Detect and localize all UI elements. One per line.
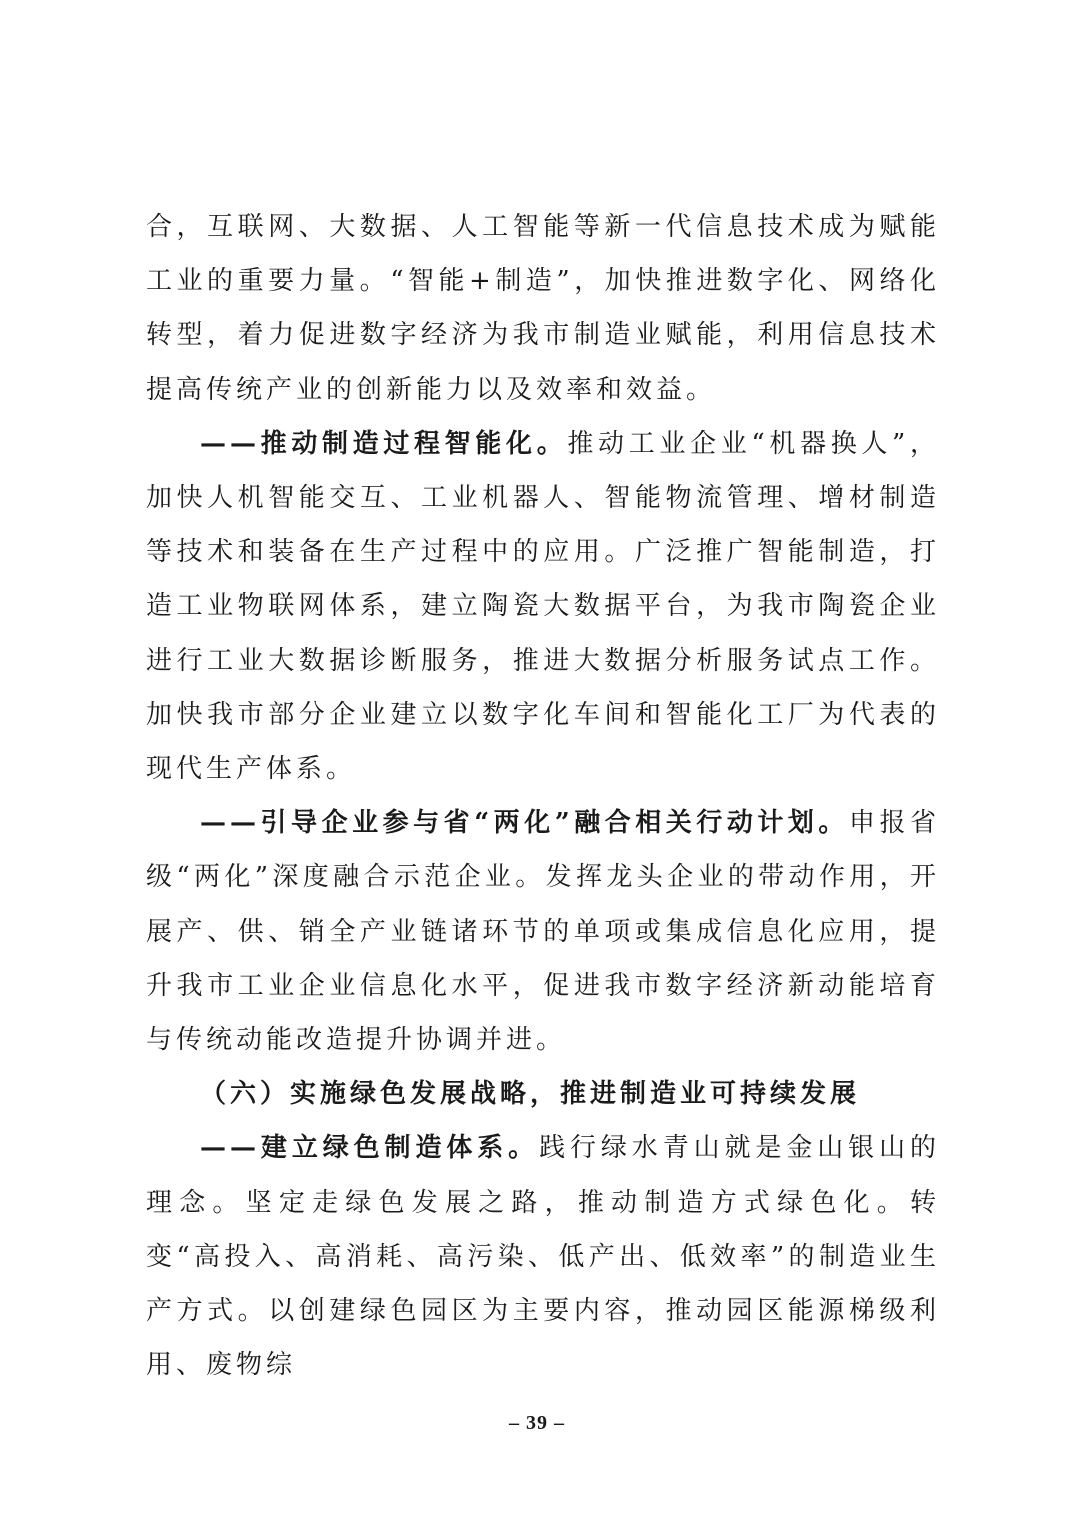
paragraph-text: 申报省级“两化”深度融合示范企业。发挥龙头企业的带动作用，开展产、供、销全产业链诸环节的单项或集成信息化应用，提升我市工业企业信息化水平，促进我市数字经济新动能培育与传统动能改造提升协调并进。	[146, 808, 940, 1056]
paragraph-text: 合，互联网、大数据、人工智能等新一代信息技术成为赋能工业的重要力量。“智能+制造”，加快推进数字化、网络化转型，着力促进数字经济为我市制造业赋能，利用信息技术提高传统产业的创新能力以及效率和效益。	[146, 212, 940, 405]
paragraph-two-integration	[146, 796, 940, 1067]
paragraph-text: 践行绿水青山就是金山银山的理念。坚定走绿色发展之路，推动制造方式绿色化。转变“高投入、高消耗、高污染、低产出、低效率”的制造业生产方式。以创建绿色园区为主要内容，推动园区能源梯级利用、废物综	[146, 1133, 940, 1381]
page-number: – 39 –	[509, 1412, 565, 1434]
paragraph-intelligent-manufacturing	[146, 417, 940, 796]
paragraph-text: 推动工业企业“机器换人”，加快人机智能交互、工业机器人、智能物流管理、增材制造等技术和装备在生产过程中的应用。广泛推广智能制造，打造工业物联网体系，建立陶瓷大数据平台，为我市陶瓷企业进行工业大数据诊断服务，推进大数据分析服务试点工作。加快我市部分企业建立以数字化车间和智能化工厂为代表的现代生产体系。	[146, 428, 940, 785]
paragraph-green-manufacturing	[146, 1121, 940, 1392]
body-text	[146, 200, 940, 1392]
paragraph-lead: ——推动制造过程智能化。	[200, 428, 568, 459]
paragraph-lead: ——建立绿色制造体系。	[200, 1133, 540, 1164]
paragraph-lead: ——引导企业参与省“两化”融合相关行动计划。	[200, 808, 849, 839]
section-heading: （六）实施绿色发展战略，推进制造业可持续发展	[200, 1079, 861, 1110]
paragraph-continued	[146, 200, 940, 417]
